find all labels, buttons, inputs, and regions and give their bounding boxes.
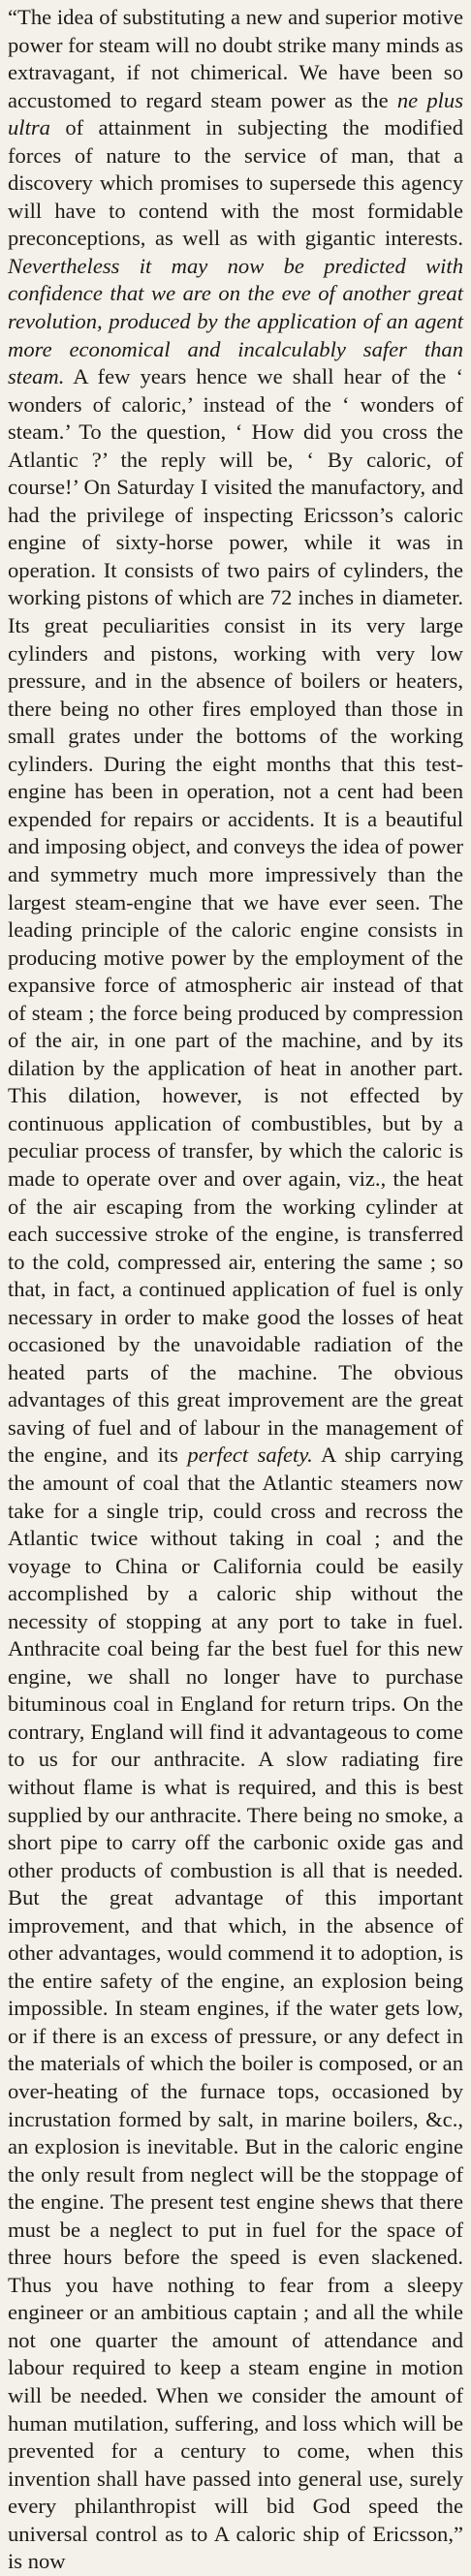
text-run: A ship carrying the amount of coal that the Atlantic steamers now take for a single trip, could cross and recross the Atlantic twice without taking in coal ; and the voyage to China or California could be easily accomplished by a caloric ship without the necessity of stopping at any port to take in fuel. Anthracite coal being far the best fuel for this new engine, we shall no longer have to purchase bituminous coal in England for return trips. On the contrary, England will find it advantageous to come to us for our anthracite. A slow radiating fire without flame is what is required, and this is best supplied by our anthracite. There being no smoke, a short pipe to carry off the carbonic oxide gas and other products of combustion is all that is needed. But the great advantage of this important improvement, and that which, in the absence of other advantages, would commend it to adoption, is the entire safety of the engine, an explosion being impossible. In steam engines, if the water gets low, or if there is an excess of pressure, or any defect in the materials of which the boiler is composed, or an over-heating of the furnace tops, occasioned by incrustation formed by salt, in marine boilers, &c., an explosion is inevitable. But in the caloric engine the only result from neglect will be the stoppage of the engine. The present test engine shews that there must be a neglect to put in fuel for the space of three hours before the speed is even slackened. Thus you have nothing to fear from a sleepy engineer or an ambitious captain ; and all the while not one quarter the amount of attendance and labour required to keep a steam engine in motion will be needed. When we consider the amount of human mutilation, suffering, and loss which will be prevented for a century to come, when this invention shall have passed into general use, surely every philanthropist will bid God speed the universal control as to A caloric ship of Ericsson,” is now [8, 1443, 463, 2574]
article-paragraph [8, 4, 463, 2576]
text-run: A few years hence we shall hear of the ‘ wonders of caloric,’ instead of the ‘ wonders of steam.’ To the question, ‘ How did you cross the Atlantic ?’ the reply will be, ‘ By caloric, of course!’ On Saturday I visited the manufactory, and had the privilege of inspecting Ericsson’s caloric engine of sixty-horse power, while it was in operation. It consists of two pairs of cylinders, the working pistons of which are 72 inches in diameter. Its great peculiarities consist in its very large cylinders and pistons, working with very low pressure, and in the absence of boilers or heaters, there being no other fires employed than those in small grates under the bottoms of the working cylinders. During the eight months that this test-engine has been in operation, not a cent had been expended for repairs or accidents. It is a beautiful and imposing object, and conveys the idea of power and symmetry much more impressively than the largest steam-engine that we have ever seen. The leading principle of the caloric engine consists in producing motive power by the employment of the expansive force of atmospheric air instead of that of steam ; the force being produced by compression of the air, in one part of the machine, and by its dilation by the application of heat in another part. This dilation, however, is not effected by continuous application of combustibles, but by a peculiar process of transfer, by which the caloric is made to operate over and over again, viz., the heat of the air escaping from the working cylinder at each successive stroke of the engine, is transferred to the cold, compressed air, entering the same ; so that, in fact, a continued application of fuel is only necessary in order to make good the losses of heat occasioned by the unavoidable radiation of the heated parts of the machine. The obvious advantages of this great improvement are the great saving of fuel and of labour in the management of the engine, and its [8, 364, 463, 1468]
italic-phrase: perfect safety. [187, 1443, 313, 1468]
text-run: “The idea of substituting a new and superior motive power for steam will no doubt strike many minds as extravagant, if not chimerical. We have been so accustomed to regard steam power as the [8, 5, 464, 112]
italic-passage: Nevertheless it may now be predicted with confidence that we are on the eve of another great revolution, produced by the application of an agent more economical and incalculably safer than steam. [8, 253, 463, 389]
article-text [8, 4, 463, 2576]
italic-phrase: ne plus ultra [8, 87, 464, 140]
text-run: of attainment in subjecting the modified forces of nature to the service of man, that a discovery which promises to supersede this agency will have to contend with the most formidable preconceptions, as well as with gigantic interests. [8, 115, 463, 251]
